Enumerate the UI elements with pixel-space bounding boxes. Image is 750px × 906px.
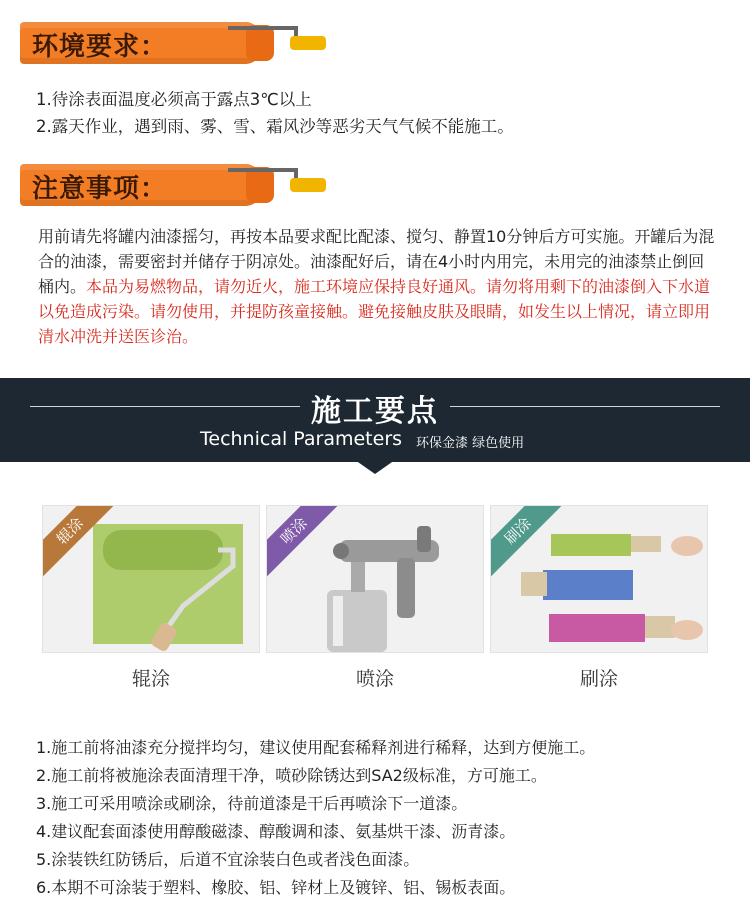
construction-steps [36, 734, 595, 902]
section-subtitle: Technical Parameters [200, 428, 403, 450]
env-item: 2.露天作业，遇到雨、雾、雪、霜风沙等恶劣天气气候不能施工。 [36, 117, 514, 136]
step-item: 1.施工前将油漆充分搅拌均匀，建议使用配套稀释剂进行稀释，达到方便施工。 [36, 738, 596, 757]
band-notch [355, 460, 395, 474]
paint-roller-icon [228, 168, 298, 178]
env-heading-banner [0, 20, 320, 66]
notes-heading: 注意事项： [32, 174, 168, 204]
env-list [36, 86, 514, 140]
step-item: 4.建议配套面漆使用醇酸磁漆、醇酸调和漆、氨基烘干漆、沥青漆。 [36, 822, 516, 841]
section-title: 施工要点 [311, 394, 439, 429]
notes-heading-banner [0, 162, 320, 208]
paint-roller-icon [228, 26, 298, 36]
roller-method-card [42, 505, 260, 653]
roller-handle-icon [290, 36, 326, 50]
step-item: 2.施工前将被施涂表面清理干净，喷砂除锈达到SA2级标准，方可施工。 [36, 766, 547, 785]
method-tag: 喷涂 [266, 505, 342, 579]
step-item: 6.本期不可涂装于塑料、橡胶、铝、锌材上及镀锌、铝、锡板表面。 [36, 878, 516, 897]
spray-method-card [266, 505, 484, 653]
step-item: 5.涂装铁红防锈后，后道不宜涂装白色或者浅色面漆。 [36, 850, 420, 869]
notes-text-warning-end: 免接触皮肤及眼睛，如发生以上情况，请立即用清水冲洗并送医诊治。 [38, 302, 711, 346]
step-item: 3.施工可采用喷涂或刷涂，待前道漆是干后再喷涂下一道漆。 [36, 794, 468, 813]
notes-text [38, 224, 716, 349]
spray-method-label: 喷涂 [355, 668, 394, 690]
section-tagline: 环保金漆 绿色使用 [416, 436, 525, 451]
roller-handle-icon [290, 178, 326, 192]
roller-method-label: 辊涂 [131, 668, 170, 690]
env-heading: 环境要求： [32, 32, 168, 62]
method-tag: 辊涂 [42, 505, 118, 579]
brush-method-card [490, 505, 708, 653]
brush-method-label: 刷涂 [579, 668, 618, 690]
env-item: 1.待涂表面温度必须高于露点3℃以上 [36, 90, 312, 109]
method-tag: 刷涂 [490, 505, 566, 579]
notes-text-normal: 用前请先将罐内油漆摇匀，再按本品要求配比配漆、搅匀、静置10分钟后方可实施。开罐后为混合的油漆，需要密封并储存于阴凉处。油漆配好后，请在4小时内用完，未用完的油漆禁止倒回桶内。 [38, 227, 715, 296]
notes-text-warning: 本品为易燃物品，请勿近火，施工环境应保持良好通风。请勿将用剩下的油漆倒入下水道以免造成污染。请勿使用，并提防孩童接触。避 [38, 277, 711, 321]
